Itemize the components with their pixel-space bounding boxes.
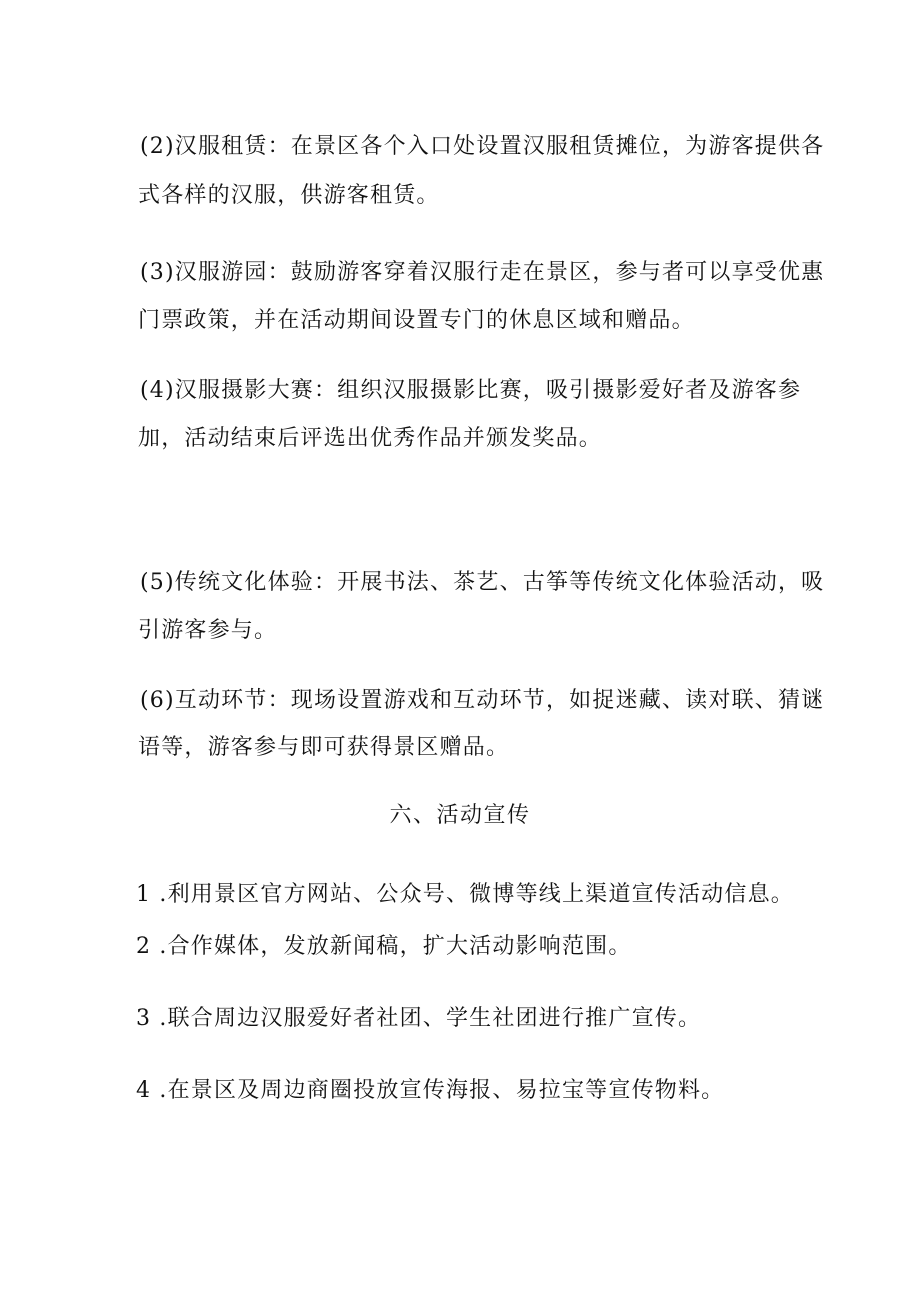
item-2-line-1: (2)汉服租赁：在景区各个入口处设置汉服租赁摊位，为游客提供各 [140,134,825,159]
item-6-line-1: (6)互动环节：现场设置游戏和互动环节，如捉迷藏、读对联、猜谜 [140,688,825,713]
promo-item-1: 1 .利用景区官方网站、公众号、微博等线上渠道宣传活动信息。 [136,882,794,907]
item-3-line-1: (3)汉服游园：鼓励游客穿着汉服行走在景区，参与者可以享受优惠 [140,260,825,285]
item-4-line-2: 加，活动结束后评选出优秀作品并颁发奖品。 [138,426,603,451]
section-heading: 六、活动宣传 [389,803,531,828]
promo-item-3: 3 .联合周边汉服爱好者社团、学生社团进行推广宣传。 [136,1006,702,1031]
promo-item-4: 4 .在景区及周边商圈投放宣传海报、易拉宝等宣传物料。 [136,1078,725,1103]
item-5-line-1: (5)传统文化体验：开展书法、茶艺、古筝等传统文化体验活动，吸 [140,570,825,595]
item-2-line-2: 式各样的汉服，供游客租赁。 [138,183,440,208]
item-6-line-2: 语等，游客参与即可获得景区赠品。 [138,735,510,760]
item-3-line-2: 门票政策，并在活动期间设置专门的休息区域和赠品。 [138,308,695,333]
item-4-line-1: (4)汉服摄影大赛：组织汉服摄影比赛，吸引摄影爱好者及游客参 [140,378,802,403]
promo-item-2: 2 .合作媒体，发放新闻稿，扩大活动影响范围。 [136,934,632,959]
item-5-line-2: 引游客参与。 [138,618,278,643]
